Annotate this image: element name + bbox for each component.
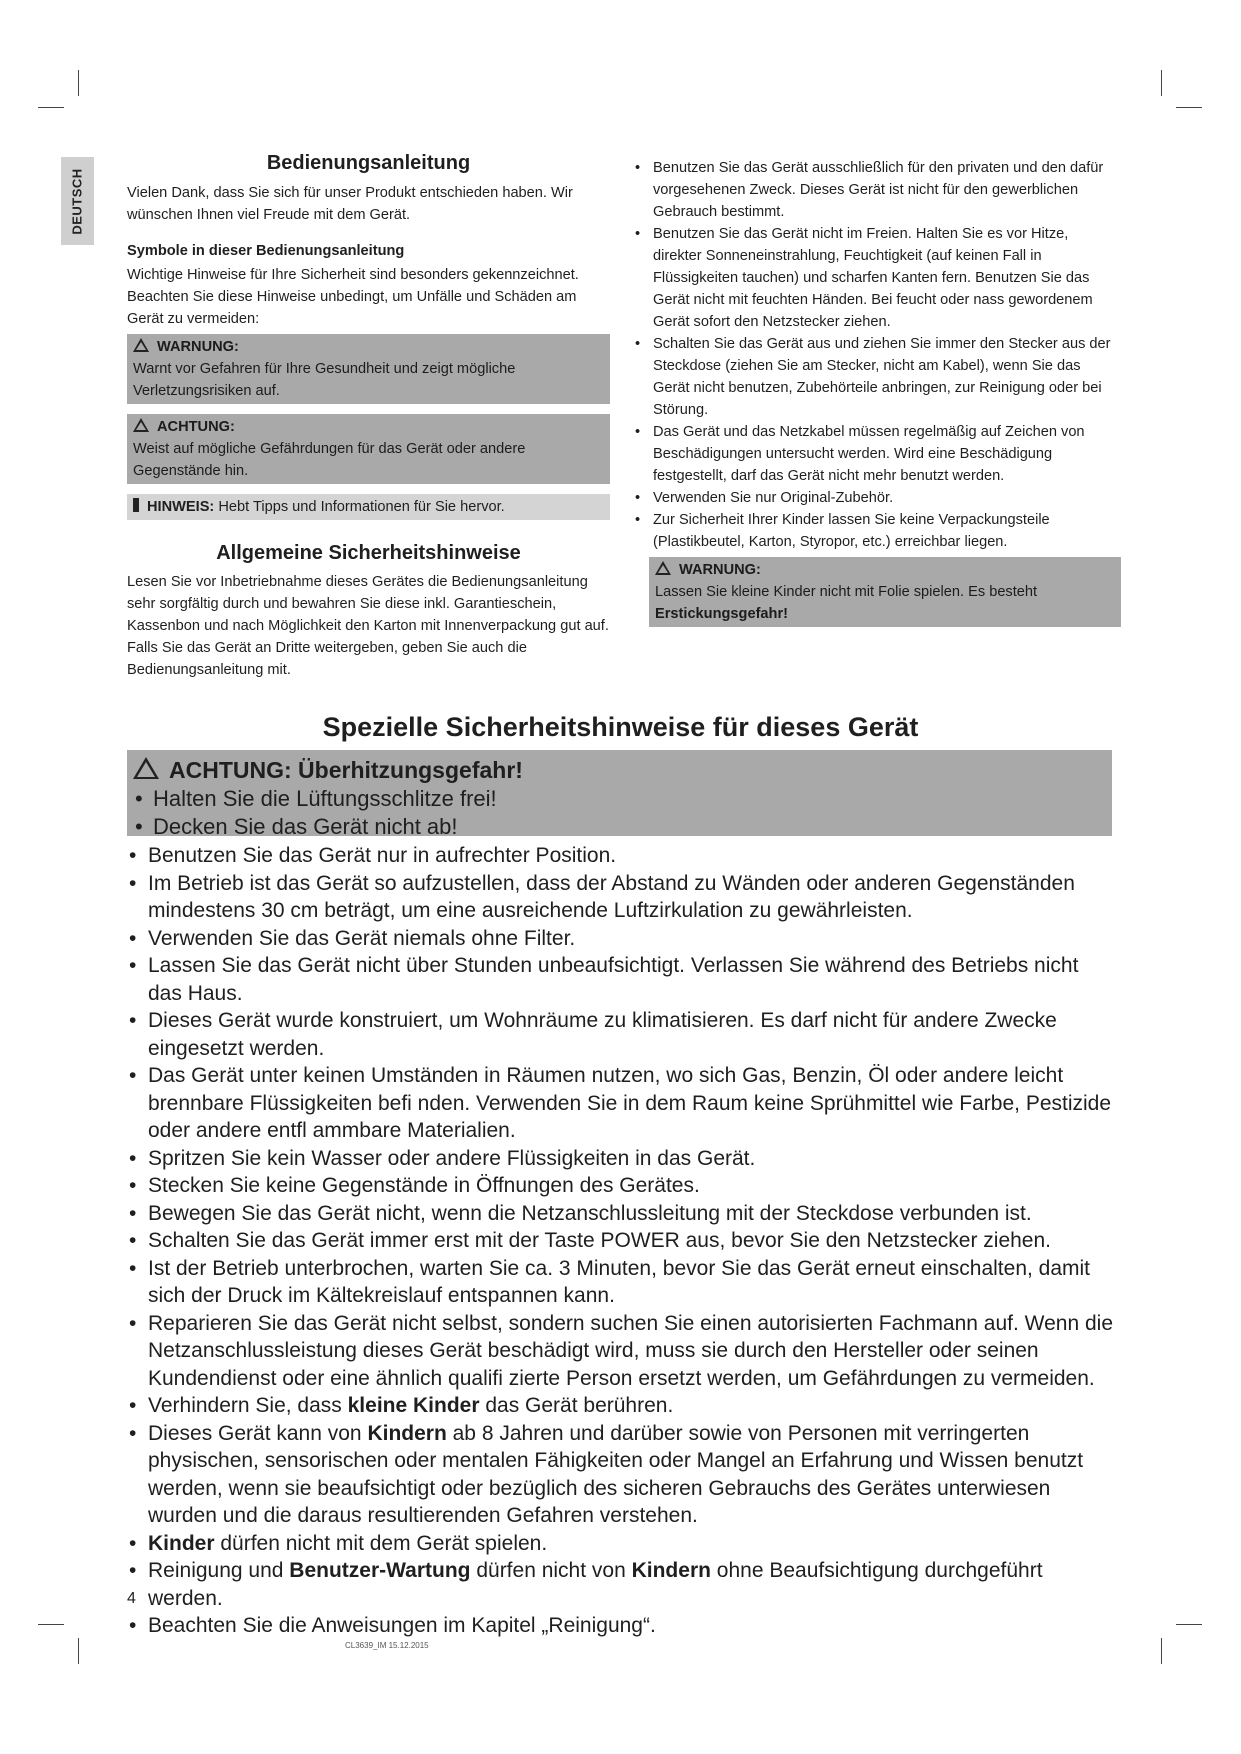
caution-text: Weist auf mögliche Gefährdungen für das Gerät oder andere Gegenstände hin.: [133, 441, 526, 479]
caution-heading: ACHTUNG:: [157, 419, 235, 435]
crop-mark: [1176, 1624, 1202, 1625]
page-number: 4: [127, 1590, 136, 1607]
language-tab: [61, 157, 94, 245]
crop-mark: [1161, 70, 1162, 96]
safety-list: [633, 157, 1121, 553]
note-box: [127, 494, 610, 520]
list-item: • Schalten Sie das Gerät immer erst mit der Taste POWER aus, bevor Sie den Netzstecker ziehen.: [127, 1227, 1117, 1255]
list-item: • Dieses Gerät kann von Kindern ab 8 Jahren und darüber sowie von Personen mit verringerten physischen, sensorischen oder mentalen Fähigkeiten oder Mangel an Erfahrung und Wissen benutzt werden, wenn sie beaufsichtigt oder bezüglich des sicheren Gebrauchs des Gerätes unterwiesen wurden und die daraus resultierenden Gefahren verstehen.: [127, 1420, 1117, 1530]
note-text: Hebt Tipps und Informationen für Sie hervor.: [218, 499, 505, 515]
list-item: • Verwenden Sie nur Original-Zubehör.: [633, 487, 1121, 509]
list-item: • Halten Sie die Lüftungsschlitze frei!: [133, 785, 1104, 813]
list-item: • Decken Sie das Gerät nicht ab!: [133, 813, 1104, 841]
list-item: • Dieses Gerät wurde konstruiert, um Wohnräume zu klimatisieren. Es darf nicht für andere Zwecke eingesetzt werden.: [127, 1007, 1117, 1062]
warning-heading: WARNUNG:: [679, 562, 761, 578]
list-item: • Benutzen Sie das Gerät nicht im Freien. Halten Sie es vor Hitze, direkter Sonneneinstrahlung, Feuchtigkeit (auf keinen Fall in Flüssigkeiten tauchen) und scharfen Kanten fern. Benutzen Sie das Gerät nicht mit feuchten Händen. Bei feucht oder nass gewordenem Gerät sofort den Netzstecker ziehen.: [633, 223, 1121, 333]
list-item: • Spritzen Sie kein Wasser oder andere Flüssigkeiten in das Gerät.: [127, 1145, 1117, 1173]
note-heading: HINWEIS:: [147, 499, 215, 515]
special-safety-title: Spezielle Sicherheitshinweise für dieses Gerät: [322, 712, 919, 742]
caution-box: [127, 414, 610, 484]
right-column: [633, 157, 1121, 627]
list-item: • Im Betrieb ist das Gerät so aufzustellen, dass der Abstand zu Wänden oder anderen Gegenständen mindestens 30 cm beträgt, um eine ausreichende Luftzirkulation zu gewährleisten.: [127, 870, 1117, 925]
language-tab-label: DEUTSCH: [70, 167, 85, 235]
warning-text: Warnt vor Gefahren für Ihre Gesundheit und zeigt mögliche Verletzungsrisiken auf.: [133, 361, 516, 399]
list-item: • Schalten Sie das Gerät aus und ziehen Sie immer den Stecker aus der Steckdose (ziehen Sie am Stecker, nicht am Kabel), wenn Sie das Gerät nicht benutzen, Zubehörteile anbringen, zur Reinigung oder bei Störung.: [633, 333, 1121, 421]
list-item: • Lassen Sie das Gerät nicht über Stunden unbeaufsichtigt. Verlassen Sie während des Betriebs nicht das Haus.: [127, 952, 1117, 1007]
warning-icon: [655, 561, 671, 575]
caution-icon: [133, 757, 159, 779]
intro-text: Vielen Dank, dass Sie sich für unser Produkt entschieden haben. Wir wünschen Ihnen viel Freude mit dem Gerät.: [127, 185, 573, 223]
warning-box: [127, 334, 610, 404]
list-item: • Verwenden Sie das Gerät niemals ohne Filter.: [127, 925, 1117, 953]
left-column: [127, 152, 610, 681]
list-item: • Stecken Sie keine Gegenstände in Öffnungen des Gerätes.: [127, 1172, 1117, 1200]
special-safety-list: [127, 842, 1117, 1640]
list-item: • Das Gerät unter keinen Umständen in Räumen nutzen, wo sich Gas, Benzin, Öl oder andere leicht brennbare Flüssigkeiten befi nden. Verwenden Sie in dem Raum keine Sprühmittel wie Farbe, Pestizide oder andere entfl ammbare Materialien.: [127, 1062, 1117, 1145]
choking-warning-box: [649, 557, 1121, 627]
crop-mark: [1161, 1638, 1162, 1664]
overheat-heading: ACHTUNG: Überhitzungsgefahr!: [169, 757, 523, 783]
crop-mark: [78, 1638, 79, 1664]
list-item: • Zur Sicherheit Ihrer Kinder lassen Sie keine Verpackungsteile (Plastikbeutel, Karton, Styropor, etc.) erreichbar liegen.: [633, 509, 1121, 553]
warning-heading: WARNUNG:: [157, 339, 239, 355]
list-item: • Verhindern Sie, dass kleine Kinder das Gerät berühren.: [127, 1392, 1117, 1420]
list-item: • Das Gerät und das Netzkabel müssen regelmäßig auf Zeichen von Beschädigungen untersucht werden. Wird eine Beschädigung festgestellt, darf das Gerät nicht mehr benutzt werden.: [633, 421, 1121, 487]
list-item: • Benutzen Sie das Gerät nur in aufrechter Position.: [127, 842, 1117, 870]
list-item: • Ist der Betrieb unterbrochen, warten Sie ca. 3 Minuten, bevor Sie das Gerät erneut einschalten, damit sich der Druck im Kältekreislauf entspannen kann.: [127, 1255, 1117, 1310]
manual-title: Bedienungsanleitung: [266, 152, 471, 174]
overheat-caution-box: [127, 750, 1112, 839]
warning-text: Lassen Sie kleine Kinder nicht mit Folie spielen. Es besteht: [655, 584, 1038, 600]
warning-bold-text: Erstickungsgefahr!: [655, 606, 788, 622]
symbols-text: Wichtige Hinweise für Ihre Sicherheit sind besonders gekennzeichnet. Beachten Sie diese Hinweise unbedingt, um Unfälle und Schäden am Gerät zu vermeiden:: [127, 267, 579, 327]
crop-mark: [78, 70, 79, 96]
list-item: • Kinder dürfen nicht mit dem Gerät spielen.: [127, 1530, 1117, 1558]
general-safety-text: Lesen Sie vor Inbetriebnahme dieses Gerätes die Bedienungsanleitung sehr sorgfältig durch und bewahren Sie diese inkl. Garantieschein, Kassenbon und nach Möglichkeit den Karton mit Innenverpackung gut auf. Falls Sie das Gerät an Dritte weitergeben, geben Sie auch die Bedienungsanleitung mit.: [127, 574, 609, 678]
crop-mark: [38, 1624, 64, 1625]
crop-mark: [1176, 107, 1202, 108]
general-safety-title: Allgemeine Sicherheitshinweise: [216, 542, 521, 564]
list-item: • Reinigung und Benutzer-Wartung dürfen nicht von Kindern ohne Beaufsichtigung durchgeführt werden.: [127, 1557, 1117, 1612]
crop-mark: [38, 107, 64, 108]
warning-icon: [133, 338, 149, 352]
list-item: • Beachten Sie die Anweisungen im Kapitel „Reinigung“.: [127, 1612, 1117, 1640]
symbols-heading: Symbole in dieser Bedienungsanleitung: [127, 243, 405, 259]
footer-code: CL3639_IM 15.12.2015: [345, 1641, 429, 1650]
list-item: • Bewegen Sie das Gerät nicht, wenn die Netzanschlussleitung mit der Steckdose verbunden ist.: [127, 1200, 1117, 1228]
list-item: • Benutzen Sie das Gerät ausschließlich für den privaten und den dafür vorgesehenen Zweck. Dieses Gerät ist nicht für den gewerblichen Gebrauch bestimmt.: [633, 157, 1121, 223]
list-item: • Reparieren Sie das Gerät nicht selbst, sondern suchen Sie einen autorisierten Fachmann auf. Wenn die Netzanschlussleistung dieses Gerät beschädigt wird, muss sie durch den Hersteller oder seinen Kundendienst oder eine ähnlich qualifi zierte Person ersetzt werden, um Gefährdungen zu vermeiden.: [127, 1310, 1117, 1393]
caution-icon: [133, 418, 149, 432]
info-icon: [133, 498, 139, 512]
